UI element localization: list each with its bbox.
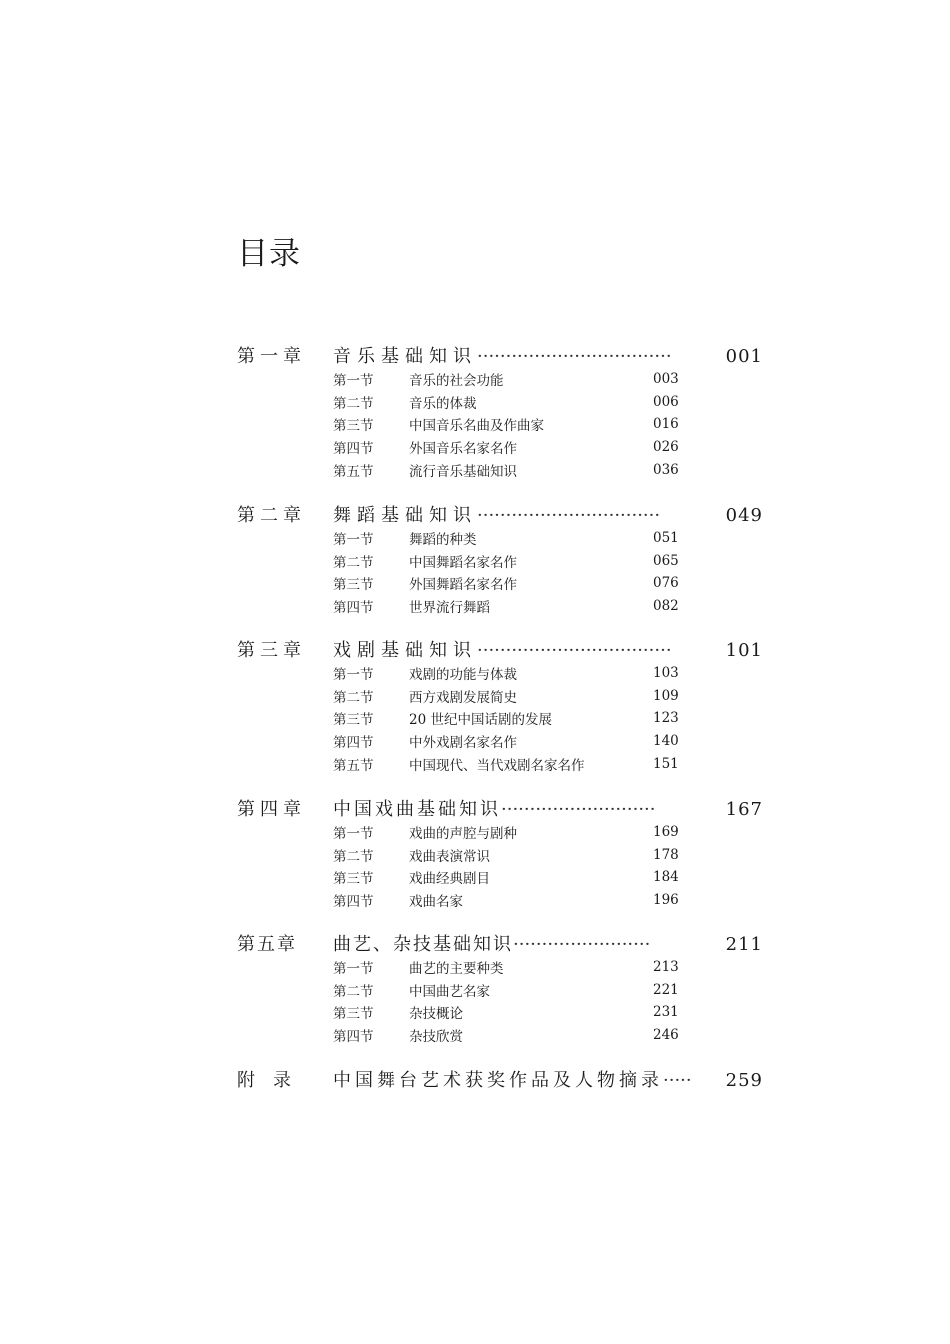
section-page: 184 (653, 869, 679, 886)
section-page: 006 (653, 393, 679, 410)
appendix-title: 中国舞台艺术获奖作品及人物摘录 (333, 1070, 663, 1091)
section-entry[interactable] (237, 527, 763, 550)
section-title: 外国音乐名家名作 (409, 441, 517, 458)
section-page: 065 (653, 552, 679, 569)
section-title: 20 世纪中国话剧的发展 (409, 712, 552, 729)
section-number: 第四节 (333, 441, 374, 458)
section-entry[interactable] (237, 889, 763, 912)
section-title: 中国音乐名曲及作曲家 (409, 418, 544, 435)
leader-dots: ····· (663, 1070, 692, 1091)
chapter-3 (237, 636, 763, 775)
section-number: 第五节 (333, 463, 374, 480)
section-page: 016 (653, 416, 679, 433)
chapter-number: 第二章 (237, 505, 306, 526)
chapter-page: 001 (725, 346, 763, 367)
section-number: 第三节 (333, 1006, 374, 1023)
section-number: 第一节 (333, 961, 374, 978)
section-number: 第二节 (333, 848, 374, 865)
section-number: 第四节 (333, 600, 374, 617)
chapter-number: 第三章 (237, 640, 306, 661)
section-title: 中国现代、当代戏剧名家名作 (409, 757, 585, 774)
section-title: 曲艺的主要种类 (409, 961, 504, 978)
section-page: 231 (653, 1004, 679, 1021)
section-page: 109 (653, 687, 679, 704)
section-entry[interactable] (237, 550, 763, 573)
chapter-heading[interactable] (237, 342, 763, 368)
chapter-title: 戏剧基础知识 (333, 640, 477, 661)
section-number: 第一节 (333, 532, 374, 549)
section-title: 戏曲名家 (409, 894, 463, 911)
appendix (237, 1066, 763, 1092)
section-title: 音乐的体裁 (409, 395, 477, 412)
chapter-heading[interactable] (237, 930, 763, 956)
section-number: 第一节 (333, 826, 374, 843)
section-entry[interactable] (237, 458, 763, 481)
section-entry[interactable] (237, 821, 763, 844)
section-title: 杂技欣赏 (409, 1029, 463, 1046)
chapter-number: 第一章 (237, 346, 306, 367)
section-title: 中国曲艺名家 (409, 983, 490, 1000)
chapter-heading[interactable] (237, 636, 763, 662)
section-page: 169 (653, 824, 679, 841)
section-page: 103 (653, 665, 679, 682)
section-page: 178 (653, 846, 679, 863)
chapter-page: 049 (725, 505, 763, 526)
chapter-number: 第四章 (237, 799, 306, 820)
appendix-label: 附录 (237, 1070, 309, 1091)
section-entry[interactable] (237, 391, 763, 414)
section-list (237, 527, 763, 617)
section-title: 戏曲表演常识 (409, 848, 490, 865)
section-number: 第二节 (333, 554, 374, 571)
section-page: 196 (653, 892, 679, 909)
section-number: 第三节 (333, 577, 374, 594)
section-number: 第四节 (333, 1029, 374, 1046)
section-page: 221 (653, 981, 679, 998)
leader-dots: ·································· (477, 346, 672, 367)
section-page: 246 (653, 1027, 679, 1044)
section-entry[interactable] (237, 572, 763, 595)
section-page: 082 (653, 598, 679, 615)
leader-dots: ·································· (477, 640, 672, 661)
section-number: 第二节 (333, 395, 374, 412)
chapter-heading[interactable] (237, 501, 763, 527)
section-number: 第二节 (333, 983, 374, 1000)
chapter-title: 曲艺、杂技基础知识 (333, 934, 513, 955)
section-title: 流行音乐基础知识 (409, 463, 517, 480)
section-entry[interactable] (237, 436, 763, 459)
section-page: 123 (653, 710, 679, 727)
section-entry[interactable] (237, 956, 763, 979)
section-entry[interactable] (237, 662, 763, 685)
section-entry[interactable] (237, 707, 763, 730)
section-title: 外国舞蹈名家名作 (409, 577, 517, 594)
section-entry[interactable] (237, 844, 763, 867)
chapter-title: 舞蹈基础知识 (333, 505, 477, 526)
chapter-page: 211 (725, 934, 763, 955)
section-entry[interactable] (237, 866, 763, 889)
chapter-page: 101 (725, 640, 763, 661)
section-entry[interactable] (237, 685, 763, 708)
chapter-4 (237, 795, 763, 911)
section-page: 003 (653, 371, 679, 388)
section-number: 第四节 (333, 735, 374, 752)
section-title: 世界流行舞蹈 (409, 600, 490, 617)
section-list (237, 956, 763, 1046)
chapter-5 (237, 930, 763, 1046)
section-number: 第一节 (333, 373, 374, 390)
section-title: 戏曲的声腔与剧种 (409, 826, 517, 843)
section-title: 戏剧的功能与体裁 (409, 667, 517, 684)
chapter-heading[interactable] (237, 795, 763, 821)
section-page: 036 (653, 461, 679, 478)
section-number: 第四节 (333, 894, 374, 911)
section-entry[interactable] (237, 413, 763, 436)
section-entry[interactable] (237, 979, 763, 1002)
section-number: 第一节 (333, 667, 374, 684)
page-title: 目录 (237, 236, 301, 272)
chapter-title: 音乐基础知识 (333, 346, 477, 367)
appendix-page: 259 (725, 1070, 763, 1091)
section-page: 076 (653, 575, 679, 592)
section-number: 第三节 (333, 418, 374, 435)
chapter-title: 中国戏曲基础知识 (333, 799, 501, 820)
chapter-1 (237, 342, 763, 481)
chapter-page: 167 (725, 799, 763, 820)
chapter-number: 第五章 (237, 934, 297, 955)
section-title: 音乐的社会功能 (409, 373, 504, 390)
section-list (237, 662, 763, 775)
section-entry[interactable] (237, 368, 763, 391)
section-title: 杂技概论 (409, 1006, 463, 1023)
section-title: 舞蹈的种类 (409, 532, 477, 549)
leader-dots: ··························· (501, 799, 656, 820)
section-number: 第三节 (333, 712, 374, 729)
section-page: 213 (653, 959, 679, 976)
chapter-2 (237, 501, 763, 617)
section-title: 戏曲经典剧目 (409, 871, 490, 888)
section-number: 第二节 (333, 689, 374, 706)
section-entry[interactable] (237, 752, 763, 775)
section-title: 西方戏剧发展简史 (409, 689, 517, 706)
section-page: 151 (653, 755, 679, 772)
section-list (237, 368, 763, 481)
section-number: 第五节 (333, 757, 374, 774)
section-title: 中国舞蹈名家名作 (409, 554, 517, 571)
section-title: 中外戏剧名家名作 (409, 735, 517, 752)
section-list (237, 821, 763, 911)
section-page: 140 (653, 733, 679, 750)
section-page: 026 (653, 439, 679, 456)
section-entry[interactable] (237, 1024, 763, 1047)
appendix-heading[interactable] (237, 1066, 763, 1092)
section-page: 051 (653, 530, 679, 547)
section-entry[interactable] (237, 595, 763, 618)
leader-dots: ························ (513, 934, 651, 955)
leader-dots: ································ (477, 505, 661, 526)
section-entry[interactable] (237, 1001, 763, 1024)
section-entry[interactable] (237, 730, 763, 753)
section-number: 第三节 (333, 871, 374, 888)
